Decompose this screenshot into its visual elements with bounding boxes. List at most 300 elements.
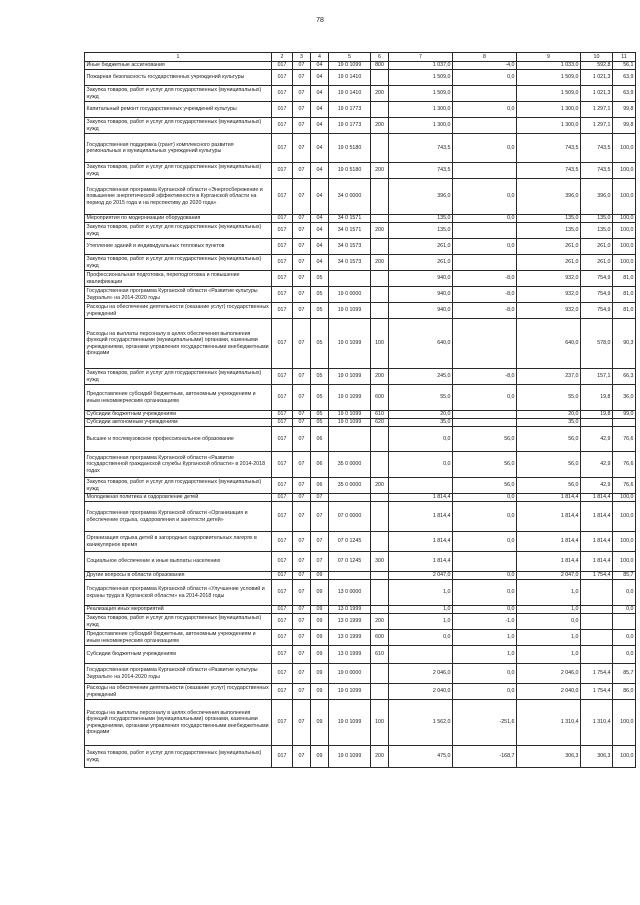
target-article-code-cell: 19 0 5180: [329, 134, 371, 163]
description-cell: Субсидии бюджетным учреждениям: [85, 646, 272, 664]
executed-amount-cell: [581, 580, 613, 606]
revised-amount-cell: 640,0: [517, 319, 581, 369]
change-amount-cell: [453, 319, 517, 369]
executed-amount-cell: 1 754,4: [581, 572, 613, 580]
target-article-code-cell: 19 0 1099: [329, 385, 371, 411]
expense-type-code-cell: 600: [371, 630, 389, 646]
executed-amount-cell: 135,0: [581, 223, 613, 239]
approved-amount-cell: 1,0: [389, 606, 453, 614]
execution-percent-cell: 99,8: [613, 102, 636, 118]
table-row: [85, 478, 636, 494]
section-code-cell: 07: [293, 630, 311, 646]
table-row: [85, 134, 636, 163]
chapter-code-cell: 017: [272, 239, 293, 255]
target-article-code-cell: 07 0 0000: [329, 502, 371, 532]
execution-percent-cell: 100,0: [613, 163, 636, 179]
chapter-code-cell: 017: [272, 134, 293, 163]
table-row: [85, 664, 636, 684]
change-amount-cell: 0,0: [453, 684, 517, 700]
column-number-7: 7: [389, 53, 453, 62]
revised-amount-cell: 932,0: [517, 303, 581, 319]
change-amount-cell: [453, 411, 517, 419]
description-cell: Закупка товаров, работ и услуг для государственных (муниципальных) нужд: [85, 223, 272, 239]
expense-type-code-cell: 200: [371, 255, 389, 271]
section-code-cell: 07: [293, 319, 311, 369]
approved-amount-cell: 1 814,4: [389, 552, 453, 572]
expense-type-code-cell: [371, 239, 389, 255]
page-number: 78: [316, 17, 324, 24]
section-code-cell: 07: [293, 614, 311, 630]
section-code-cell: 07: [293, 427, 311, 452]
revised-amount-cell: 1 814,4: [517, 494, 581, 502]
approved-amount-cell: 2 047,0: [389, 572, 453, 580]
section-code-cell: 07: [293, 580, 311, 606]
executed-amount-cell: [581, 606, 613, 614]
subsection-code-cell: 04: [311, 255, 329, 271]
approved-amount-cell: 1 300,0: [389, 118, 453, 134]
table-row: [85, 746, 636, 768]
subsection-code-cell: 09: [311, 746, 329, 768]
change-amount-cell: [453, 255, 517, 271]
description-cell: Закупка товаров, работ и услуг для государственных (муниципальных) нужд: [85, 614, 272, 630]
expense-type-code-cell: 300: [371, 552, 389, 572]
description-cell: Закупка товаров, работ и услуг для государственных (муниципальных) нужд: [85, 746, 272, 768]
subsection-code-cell: 06: [311, 452, 329, 478]
expense-type-code-cell: [371, 179, 389, 215]
expense-type-code-cell: 610: [371, 411, 389, 419]
executed-amount-cell: 1 814,4: [581, 552, 613, 572]
approved-amount-cell: 475,0: [389, 746, 453, 768]
expense-type-code-cell: 200: [371, 746, 389, 768]
executed-amount-cell: [581, 614, 613, 630]
chapter-code-cell: 017: [272, 179, 293, 215]
revised-amount-cell: 1,0: [517, 606, 581, 614]
chapter-code-cell: 017: [272, 215, 293, 223]
executed-amount-cell: 754,9: [581, 271, 613, 287]
target-article-code-cell: 13 0 0000: [329, 580, 371, 606]
expense-type-code-cell: [371, 532, 389, 552]
table-row: [85, 684, 636, 700]
executed-amount-cell: 754,9: [581, 287, 613, 303]
expense-type-code-cell: 200: [371, 223, 389, 239]
subsection-code-cell: 05: [311, 419, 329, 427]
revised-amount-cell: 306,3: [517, 746, 581, 768]
section-code-cell: 07: [293, 369, 311, 385]
chapter-code-cell: 017: [272, 255, 293, 271]
section-code-cell: 07: [293, 271, 311, 287]
change-amount-cell: 1,0: [453, 630, 517, 646]
revised-amount-cell: 135,0: [517, 223, 581, 239]
chapter-code-cell: 017: [272, 419, 293, 427]
chapter-code-cell: 017: [272, 746, 293, 768]
chapter-code-cell: 017: [272, 271, 293, 287]
expense-type-code-cell: 100: [371, 700, 389, 746]
target-article-code-cell: 35 0 0000: [329, 452, 371, 478]
subsection-code-cell: 04: [311, 223, 329, 239]
subsection-code-cell: 09: [311, 580, 329, 606]
table-row: [85, 215, 636, 223]
expense-type-code-cell: 600: [371, 385, 389, 411]
table-row: [85, 369, 636, 385]
column-number-8: 8: [453, 53, 517, 62]
table-row: [85, 179, 636, 215]
change-amount-cell: [453, 419, 517, 427]
table-row: [85, 239, 636, 255]
chapter-code-cell: 017: [272, 664, 293, 684]
expense-type-code-cell: 100: [371, 319, 389, 369]
executed-amount-cell: 1 021,3: [581, 86, 613, 102]
change-amount-cell: 0,0: [453, 606, 517, 614]
description-cell: Реализация иных мероприятий: [85, 606, 272, 614]
subsection-code-cell: 04: [311, 215, 329, 223]
approved-amount-cell: 55,0: [389, 385, 453, 411]
change-amount-cell: -168,7: [453, 746, 517, 768]
description-cell: Государственная поддержка (грант) комплексного развития региональных и муниципальных учреждений культуры: [85, 134, 272, 163]
approved-amount-cell: 2 040,0: [389, 684, 453, 700]
subsection-code-cell: 04: [311, 134, 329, 163]
section-code-cell: 07: [293, 255, 311, 271]
revised-amount-cell: 2 040,0: [517, 684, 581, 700]
execution-percent-cell: 36,0: [613, 385, 636, 411]
executed-amount-cell: 157,1: [581, 369, 613, 385]
target-article-code-cell: 19 0 1410: [329, 86, 371, 102]
approved-amount-cell: 261,0: [389, 255, 453, 271]
table-row: [85, 646, 636, 664]
executed-amount-cell: 306,3: [581, 746, 613, 768]
expense-type-code-cell: [371, 215, 389, 223]
execution-percent-cell: 90,3: [613, 319, 636, 369]
change-amount-cell: 56,0: [453, 452, 517, 478]
revised-amount-cell: 56,0: [517, 478, 581, 494]
expense-type-code-cell: 610: [371, 646, 389, 664]
target-article-code-cell: 13 0 1999: [329, 614, 371, 630]
revised-amount-cell: 1 033,0: [517, 62, 581, 70]
execution-percent-cell: 100,0: [613, 552, 636, 572]
execution-percent-cell: 100,0: [613, 532, 636, 552]
revised-amount-cell: 932,0: [517, 271, 581, 287]
change-amount-cell: 0,0: [453, 134, 517, 163]
table-row: [85, 552, 636, 572]
expense-type-code-cell: 200: [371, 614, 389, 630]
target-article-code-cell: 19 0 1773: [329, 102, 371, 118]
section-code-cell: 07: [293, 684, 311, 700]
target-article-code-cell: 19 0 1099: [329, 303, 371, 319]
expense-type-code-cell: [371, 572, 389, 580]
description-cell: Расходы на выплаты персоналу в целях обеспечения выполнения функций государственными (муниципальными) органами, казенными учреждениями, органами управления государственными внебюджетными фондами: [85, 700, 272, 746]
change-amount-cell: 0,0: [453, 494, 517, 502]
revised-amount-cell: 56,0: [517, 427, 581, 452]
target-article-code-cell: 19 0 1099: [329, 746, 371, 768]
subsection-code-cell: 04: [311, 102, 329, 118]
execution-percent-cell: 63,9: [613, 70, 636, 86]
execution-percent-cell: 0,0: [613, 580, 636, 606]
chapter-code-cell: 017: [272, 606, 293, 614]
expense-type-code-cell: [371, 606, 389, 614]
description-cell: Пожарная безопасность государственных учреждений культуры: [85, 70, 272, 86]
description-cell: Государственная программа Курганской области «Развитие культуры Зауралья» на 2014-2020 годы: [85, 287, 272, 303]
description-cell: Закупка товаров, работ и услуг для государственных (муниципальных) нужд: [85, 369, 272, 385]
subsection-code-cell: 04: [311, 62, 329, 70]
executed-amount-cell: 19,8: [581, 385, 613, 411]
approved-amount-cell: 1 037,0: [389, 62, 453, 70]
expense-type-code-cell: 200: [371, 478, 389, 494]
description-cell: Государственная программа Курганской области «Улучшение условий и охраны труда в Курганской области» на 2014-2018 годы: [85, 580, 272, 606]
expense-type-code-cell: [371, 494, 389, 502]
column-number-1: 1: [85, 53, 272, 62]
revised-amount-cell: 237,0: [517, 369, 581, 385]
target-article-code-cell: 19 0 0000: [329, 664, 371, 684]
subsection-code-cell: 05: [311, 303, 329, 319]
description-cell: Государственная программа Курганской области «Развитие государственной гражданской службы Курганской области» в 2014-2018 годах: [85, 452, 272, 478]
revised-amount-cell: 1 509,0: [517, 86, 581, 102]
chapter-code-cell: 017: [272, 163, 293, 179]
table-row: [85, 255, 636, 271]
change-amount-cell: 0,0: [453, 179, 517, 215]
table-row: [85, 700, 636, 746]
revised-amount-cell: 1 814,4: [517, 552, 581, 572]
table-row: [85, 102, 636, 118]
revised-amount-cell: 2 046,0: [517, 664, 581, 684]
column-number-9: 9: [517, 53, 581, 62]
chapter-code-cell: 017: [272, 700, 293, 746]
change-amount-cell: 56,0: [453, 478, 517, 494]
target-article-code-cell: 19 0 1099: [329, 369, 371, 385]
change-amount-cell: 1,0: [453, 646, 517, 664]
target-article-code-cell: 07 0 1245: [329, 552, 371, 572]
chapter-code-cell: 017: [272, 532, 293, 552]
chapter-code-cell: 017: [272, 630, 293, 646]
executed-amount-cell: 743,5: [581, 134, 613, 163]
change-amount-cell: [453, 163, 517, 179]
execution-percent-cell: 66,3: [613, 369, 636, 385]
description-cell: Другие вопросы в области образования: [85, 572, 272, 580]
revised-amount-cell: 1 300,0: [517, 102, 581, 118]
table-row: [85, 303, 636, 319]
column-number-10: 10: [581, 53, 613, 62]
approved-amount-cell: 396,0: [389, 179, 453, 215]
approved-amount-cell: [389, 646, 453, 664]
subsection-code-cell: 09: [311, 664, 329, 684]
execution-percent-cell: 100,0: [613, 255, 636, 271]
subsection-code-cell: 09: [311, 684, 329, 700]
table-row: [85, 452, 636, 478]
chapter-code-cell: 017: [272, 502, 293, 532]
change-amount-cell: [453, 223, 517, 239]
section-code-cell: 07: [293, 62, 311, 70]
column-number-4: 4: [311, 53, 329, 62]
revised-amount-cell: 56,0: [517, 452, 581, 478]
description-cell: Высшее и послевузовское профессиональное образование: [85, 427, 272, 452]
approved-amount-cell: 261,0: [389, 239, 453, 255]
target-article-code-cell: 34 0 1573: [329, 255, 371, 271]
executed-amount-cell: 1 814,4: [581, 494, 613, 502]
executed-amount-cell: 1 754,4: [581, 664, 613, 684]
approved-amount-cell: 1 814,4: [389, 502, 453, 532]
approved-amount-cell: 0,0: [389, 452, 453, 478]
section-code-cell: 07: [293, 494, 311, 502]
chapter-code-cell: 017: [272, 102, 293, 118]
expense-type-code-cell: [371, 134, 389, 163]
executed-amount-cell: 1 814,4: [581, 502, 613, 532]
description-cell: Закупка товаров, работ и услуг для государственных (муниципальных) нужд: [85, 86, 272, 102]
section-code-cell: 07: [293, 163, 311, 179]
executed-amount-cell: 1 021,3: [581, 70, 613, 86]
executed-amount-cell: 743,5: [581, 163, 613, 179]
subsection-code-cell: 07: [311, 552, 329, 572]
approved-amount-cell: 743,5: [389, 134, 453, 163]
executed-amount-cell: 261,0: [581, 255, 613, 271]
approved-amount-cell: 1 509,0: [389, 86, 453, 102]
table-row: [85, 580, 636, 606]
approved-amount-cell: 2 046,0: [389, 664, 453, 684]
budget-table: [84, 52, 636, 768]
section-code-cell: 07: [293, 411, 311, 419]
subsection-code-cell: 05: [311, 319, 329, 369]
chapter-code-cell: 017: [272, 411, 293, 419]
target-article-code-cell: 19 0 0000: [329, 287, 371, 303]
section-code-cell: 07: [293, 646, 311, 664]
change-amount-cell: -4,0: [453, 62, 517, 70]
target-article-code-cell: 34 0 0000: [329, 179, 371, 215]
expense-type-code-cell: [371, 70, 389, 86]
expense-type-code-cell: 620: [371, 419, 389, 427]
target-article-code-cell: 19 0 1410: [329, 70, 371, 86]
section-code-cell: 07: [293, 179, 311, 215]
target-article-code-cell: [329, 494, 371, 502]
expense-type-code-cell: [371, 452, 389, 478]
approved-amount-cell: 1 814,4: [389, 494, 453, 502]
subsection-code-cell: 05: [311, 385, 329, 411]
description-cell: Расходы на обеспечение деятельности (оказание услуг) государственных учреждений: [85, 303, 272, 319]
column-number-5: 5: [329, 53, 371, 62]
executed-amount-cell: [581, 646, 613, 664]
table-row: [85, 70, 636, 86]
execution-percent-cell: 100,0: [613, 223, 636, 239]
table-row: [85, 118, 636, 134]
section-code-cell: 07: [293, 70, 311, 86]
target-article-code-cell: 34 0 1571: [329, 223, 371, 239]
execution-percent-cell: 99,8: [613, 118, 636, 134]
column-number-11: 11: [613, 53, 636, 62]
chapter-code-cell: 017: [272, 369, 293, 385]
expense-type-code-cell: [371, 664, 389, 684]
subsection-code-cell: 06: [311, 427, 329, 452]
approved-amount-cell: 35,0: [389, 419, 453, 427]
execution-percent-cell: [613, 614, 636, 630]
description-cell: Предоставление субсидий бюджетным, автономным учреждениям и иным некоммерческим организациям: [85, 385, 272, 411]
expense-type-code-cell: 200: [371, 86, 389, 102]
table-row: [85, 62, 636, 70]
chapter-code-cell: 017: [272, 118, 293, 134]
table-row: [85, 86, 636, 102]
subsection-code-cell: 07: [311, 502, 329, 532]
execution-percent-cell: 0,0: [613, 630, 636, 646]
target-article-code-cell: 34 0 1573: [329, 239, 371, 255]
change-amount-cell: 0,0: [453, 580, 517, 606]
section-code-cell: 07: [293, 502, 311, 532]
executed-amount-cell: [581, 630, 613, 646]
expense-type-code-cell: [371, 502, 389, 532]
approved-amount-cell: 1,0: [389, 614, 453, 630]
revised-amount-cell: 35,0: [517, 419, 581, 427]
description-cell: Государственная программа Курганской области «Развитие культуры Зауралья» на 2014-2020 годы: [85, 664, 272, 684]
target-article-code-cell: 13 0 1999: [329, 630, 371, 646]
target-article-code-cell: 19 0 5180: [329, 163, 371, 179]
chapter-code-cell: 017: [272, 452, 293, 478]
chapter-code-cell: 017: [272, 614, 293, 630]
section-code-cell: 07: [293, 287, 311, 303]
change-amount-cell: 0,0: [453, 102, 517, 118]
description-cell: Молодежная политика и оздоровление детей: [85, 494, 272, 502]
change-amount-cell: 0,0: [453, 385, 517, 411]
section-code-cell: 07: [293, 223, 311, 239]
execution-percent-cell: 76,6: [613, 452, 636, 478]
subsection-code-cell: 09: [311, 606, 329, 614]
executed-amount-cell: 1 310,4: [581, 700, 613, 746]
section-code-cell: 07: [293, 303, 311, 319]
target-article-code-cell: 19 0 1099: [329, 684, 371, 700]
execution-percent-cell: 0,0: [613, 606, 636, 614]
revised-amount-cell: 1 509,0: [517, 70, 581, 86]
expense-type-code-cell: [371, 102, 389, 118]
subsection-code-cell: 07: [311, 532, 329, 552]
subsection-code-cell: 04: [311, 179, 329, 215]
approved-amount-cell: 743,5: [389, 163, 453, 179]
change-amount-cell: [453, 118, 517, 134]
change-amount-cell: [453, 552, 517, 572]
target-article-code-cell: [329, 572, 371, 580]
revised-amount-cell: 743,5: [517, 163, 581, 179]
executed-amount-cell: 42,9: [581, 452, 613, 478]
change-amount-cell: -8,0: [453, 303, 517, 319]
executed-amount-cell: 396,0: [581, 179, 613, 215]
section-code-cell: 07: [293, 572, 311, 580]
section-code-cell: 07: [293, 215, 311, 223]
approved-amount-cell: 640,0: [389, 319, 453, 369]
subsection-code-cell: 09: [311, 646, 329, 664]
revised-amount-cell: 2 047,0: [517, 572, 581, 580]
chapter-code-cell: 017: [272, 572, 293, 580]
execution-percent-cell: [613, 419, 636, 427]
table-row: [85, 630, 636, 646]
execution-percent-cell: 100,0: [613, 502, 636, 532]
section-code-cell: 07: [293, 385, 311, 411]
subsection-code-cell: 09: [311, 614, 329, 630]
subsection-code-cell: 09: [311, 630, 329, 646]
execution-percent-cell: 86,0: [613, 684, 636, 700]
change-amount-cell: -1,0: [453, 614, 517, 630]
description-cell: Субсидии автономным учреждениям: [85, 419, 272, 427]
execution-percent-cell: 100,0: [613, 494, 636, 502]
table-row: [85, 223, 636, 239]
target-article-code-cell: 19 0 1099: [329, 319, 371, 369]
change-amount-cell: [453, 86, 517, 102]
subsection-code-cell: 06: [311, 478, 329, 494]
expense-type-code-cell: [371, 427, 389, 452]
subsection-code-cell: 04: [311, 70, 329, 86]
description-cell: Социальное обеспечение и иные выплаты населению: [85, 552, 272, 572]
target-article-code-cell: 13 0 1999: [329, 606, 371, 614]
execution-percent-cell: 100,0: [613, 179, 636, 215]
description-cell: Расходы на обеспечение деятельности (оказание услуг) государственных учреждений: [85, 684, 272, 700]
revised-amount-cell: 1,0: [517, 630, 581, 646]
table-row: [85, 532, 636, 552]
section-code-cell: 07: [293, 478, 311, 494]
description-cell: Субсидии бюджетным учреждениям: [85, 411, 272, 419]
expense-type-code-cell: [371, 271, 389, 287]
expense-type-code-cell: 800: [371, 62, 389, 70]
table-row: [85, 319, 636, 369]
